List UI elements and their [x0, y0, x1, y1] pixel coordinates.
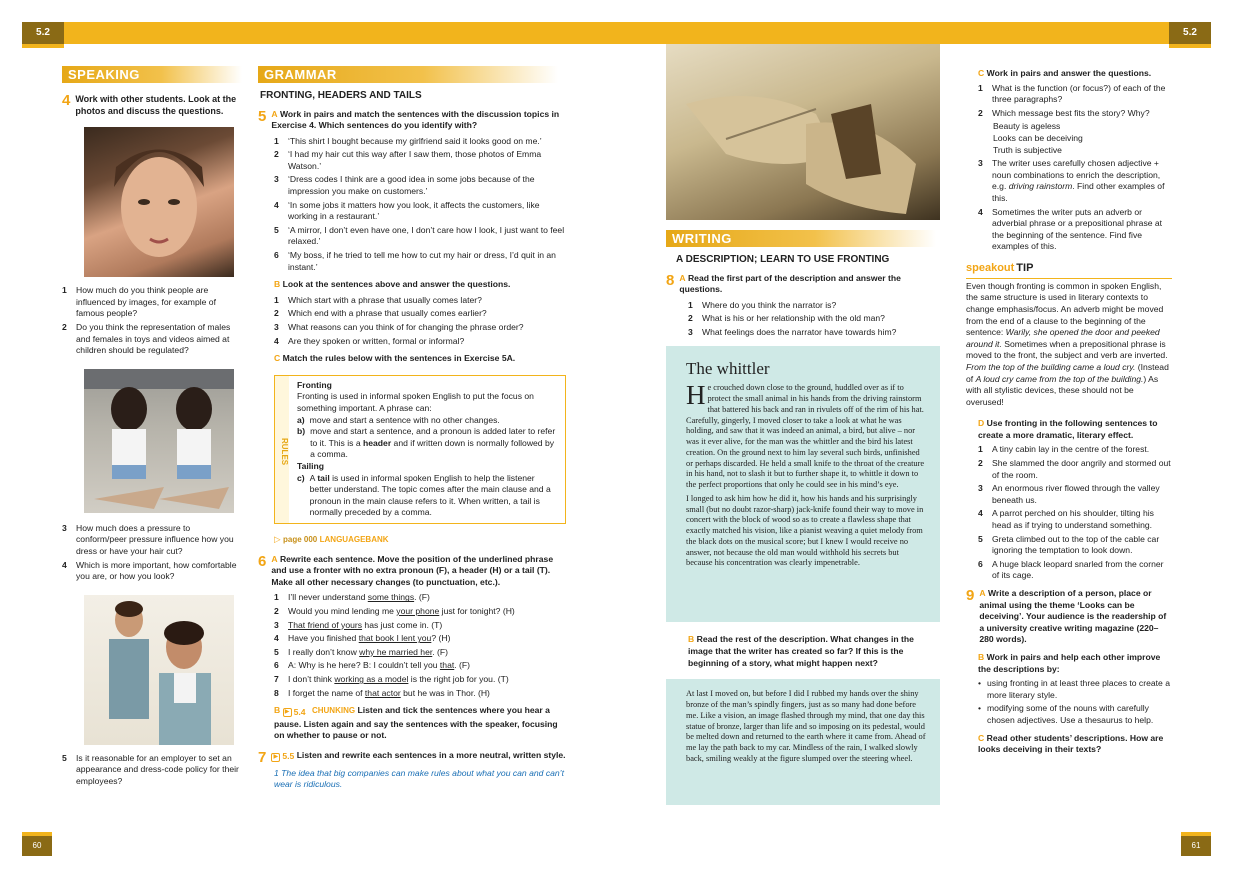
- exercise-5c: C Match the rules below with the sentences in Exercise 5A.: [274, 353, 516, 364]
- speaking-questions-a: [62, 285, 242, 357]
- speaking-header: SPEAKING: [62, 66, 242, 83]
- exercise-5b: B Look at the sentences above and answer the questions.: [274, 279, 511, 290]
- rule-c: c) A tail is used in informal spoken English to help the listener better understand. The topic comes after the main clause and a pronoun in the main clause refers to it. When written, a tail is normally preceded by a comma.: [297, 472, 551, 518]
- tips-column: [966, 68, 1172, 756]
- photo-waiters: [84, 595, 234, 745]
- exercise-9b-list: [978, 678, 1172, 726]
- story-continuation-box: [666, 679, 940, 805]
- list-item: 3 That friend of yours has just come in. (T): [274, 619, 443, 630]
- list-item: 8 I forget the name of that actor but he was in Thor. (H): [274, 687, 490, 698]
- portrait-illustration: [84, 127, 234, 277]
- story-paragraph-3: At last I moved on, but before I did I rubbed my hands over the shiny bronze of the man’s spindly fingers, just as so many had done before me. Like a vision, an image flashed through my mind, that one day this statue of bronze, larger than life and so imposing on its pedestal, would be melted down and returned to the earth where it came from. Ahead of me lay the path back to my car. Mindless of the rain, I walked slowly back, smiling weakly at the figure slumped over the steering wheel.: [686, 689, 926, 763]
- tip-text: Even though fronting is common in spoken English, the same structure is used in literary contexts to change emphasis/focus. An adverb might be moved from the end of a clause to the beginning of the sentence: Warily, she opened the door and peeked around it. Sometimes when a prepositional phrase is moved to the front, the subject and verb are inverted. From the top of the building came a loud cry. (Instead of A loud cry came from the top of the building.) As with all stylistic devices, these should not be overused!: [966, 278, 1172, 409]
- grammar-subtitle: FRONTING, HEADERS AND TAILS: [260, 90, 422, 101]
- exercise-letter: A: [271, 108, 278, 119]
- list-item: 4 Sometimes the writer puts an adverb or adverbial phrase or a prepositional phrase at the beginning of the sentence. Find five examples of this.: [978, 206, 1163, 252]
- list-item: 6 A: Why is he here? B: I couldn’t tell you that. (F): [274, 660, 470, 671]
- exercise-8c-list: [978, 83, 1172, 120]
- top-banner: [22, 22, 1211, 44]
- list-item: 2 What is his or her relationship with the old man?: [688, 313, 885, 324]
- list-item: 2 Which message best fits the story? Why?: [978, 107, 1150, 118]
- list-item: 2 Which end with a phrase that usually comes earlier?: [274, 308, 487, 319]
- audio-track-5-5[interactable]: ▶ 5.5: [271, 751, 294, 763]
- exercise-5a-list: [274, 136, 568, 274]
- option-item: Truth is subjective: [993, 144, 1062, 155]
- list-item: 5 ‘A mirror, I don’t even have one, I don’t care how I look, I just want to feel relaxed.’: [274, 224, 565, 247]
- exercise-8c-list-2: [978, 158, 1172, 253]
- exercise-8c-options: [993, 121, 1172, 156]
- writing-header: WRITING: [666, 230, 936, 247]
- list-item: 5 Greta climbed out to the top of the cable car ignoring the temptation to look down.: [978, 533, 1160, 556]
- list-item: 5 Is it reasonable for an employer to set an appearance and dress-code policy for their employees?: [62, 752, 239, 786]
- photo-two-girls: [84, 369, 234, 513]
- hands-illustration: [666, 44, 940, 220]
- play-icon: ▶: [283, 708, 292, 717]
- speaking-column: [62, 66, 242, 790]
- exercise-instruction: Work in pairs and match the sentences with the discussion topics in Exercise 4. Which sentences do you identify with?: [271, 108, 560, 131]
- exercise-9b: B Work in pairs and help each other improve the descriptions by:: [978, 651, 1161, 674]
- unit-badge-right: 5.2: [1169, 22, 1211, 44]
- exercise-9c: C Read other students’ descriptions. How are looks deceiving in their texts?: [978, 732, 1164, 755]
- exercise-8d-list: [978, 444, 1172, 582]
- list-item: 6 A huge black leopard snarled from the corner of its cage.: [978, 558, 1164, 581]
- list-item: 1 ‘This shirt I bought because my girlfriend said it looks good on me.’: [274, 135, 542, 146]
- exercise-5a: [258, 109, 568, 132]
- list-item: 3 The writer uses carefully chosen adjective + noun combinations to enrich the description, e.g. driving rainstorm. Find other examples of this.: [978, 158, 1165, 203]
- exercise-7: 7 ▶ 5.5 Listen and rewrite each sentences in a more neutral, written style.: [258, 748, 566, 766]
- exercise-4: [62, 93, 242, 117]
- language-bank-link[interactable]: ▷ page 000 LANGUAGEBANK: [274, 533, 389, 544]
- audio-track-5-4[interactable]: ▶ 5.4: [283, 707, 306, 719]
- page-number-left: 60: [22, 836, 52, 856]
- list-item: 2 Would you mind lending me your phone just for tonight? (H): [274, 606, 515, 617]
- list-item: 4 Are they spoken or written, formal or informal?: [274, 335, 465, 346]
- option-item: Beauty is ageless: [993, 121, 1061, 132]
- list-item: 1 How much do you think people are influenced by images, for example of famous people?: [62, 285, 216, 319]
- list-item: 4 Have you finished that book I lent you? (H): [274, 633, 451, 644]
- rule-b: b) move and start a sentence, and a pronoun is added later to refer to it. This is a header and if written down is normally followed by a comma.: [297, 426, 556, 460]
- list-item: 1 A tiny cabin lay in the centre of the forest.: [978, 444, 1150, 455]
- unit-badge-left: 5.2: [22, 22, 64, 44]
- rules-fronting-text: Fronting is used in informal spoken English to put the focus on something important. A phrase can:: [297, 391, 534, 413]
- writing-column: [666, 44, 940, 805]
- story-paragraph-1: He crouched down close to the ground, huddled over as if to protect the small animal in his hands from the driving rainstorm that battered his back and ran in rivulets off of the rim of his hat. Carefully, gingerly, I moved closer to take a look at what he was holding, and saw that it was indeed an animal, a bird, but alive – nor was it ever alive, for the man was the whittler and the bird his latest creation. On the ground next to him lay several such birds, unfinished or perhaps discarded. He held a small knife to the throat of the creature in his hand, not to slash it but to further shape it, to whittle it down to the perfect proportions that only he could see in his mind’s eye.: [686, 380, 925, 490]
- exercise-8a: 8 A Read the first part of the description and answer the questions.: [666, 271, 901, 295]
- bullet-item: • modifying some of the nouns with carefully chosen adjectives. Use a thesaurus to help.: [978, 703, 1154, 725]
- option-item: Looks can be deceiving: [993, 132, 1083, 143]
- list-item: 1 I’ll never understand some things. (F): [274, 592, 430, 603]
- list-item: 4 A parrot perched on his shoulder, tilting his head as if trying to understand something.: [978, 508, 1154, 531]
- exercise-6b: B ▶ 5.4 CHUNKING Listen and tick the sentences where you hear a pause. Listen again and say the sentences with the speaker, focusing on whether to pause or not.: [274, 705, 558, 741]
- photo-portrait-woman: [84, 127, 234, 277]
- grammar-column: [258, 66, 568, 791]
- exercise-number: 7: [258, 748, 267, 766]
- exercise-6-list: [274, 592, 568, 699]
- exercise-7-example: 1 The idea that big companies can make rules about what you can and can’t wear is ridiculous.: [274, 767, 564, 790]
- exercise-8d: D Use fronting in the following sentences to create a more dramatic, literary effect.: [978, 418, 1158, 440]
- rules-label: RULES: [275, 376, 289, 523]
- list-item: 3 What reasons can you think of for changing the phrase order?: [274, 322, 524, 332]
- page-number-right: 61: [1181, 836, 1211, 856]
- rules-tailing-heading: Tailing: [297, 460, 325, 471]
- story-box: [666, 346, 940, 622]
- rules-fronting-heading: Fronting: [297, 379, 332, 390]
- grammar-header: GRAMMAR: [258, 66, 558, 83]
- list-item: 4 ‘In some jobs it matters how you look, it affects the customers, like working in a restaurant.’: [274, 199, 540, 222]
- list-item: 2 She slammed the door angrily and stormed out of the room.: [978, 458, 1171, 480]
- list-item: 3 How much does a pressure to conform/peer pressure influence how you dress or have your hair cut?: [62, 522, 234, 557]
- list-item: 3 What feelings does the narrator have towards him?: [688, 326, 897, 337]
- exercise-6a: 6 A Rewrite each sentence. Move the position of the underlined phrase and use a fronter with no extra pronoun (F), a header (H) or a tail (T). Make all other necessary changes (to punctuation, etc.).: [258, 552, 554, 587]
- exercise-8b: B Read the rest of the description. What changes in the image that the writer has created so far? If this is the beginning of a story, what might happen next?: [688, 634, 914, 668]
- story-paragraph-2: I longed to ask him how he did it, how his hands and his surprisingly small (but no doubt razor-sharp) jack-knife found their way to move in concert with the block of wood so as to create a flawless shape that exactly matched his vision, like a pianist weaving a quiet melody from the black dots on the musical score; but I knew I would receive no answer, not because the old man would withhold his secrets but because his concentration was clearly impenetrable.: [686, 493, 924, 568]
- exercise-number: 9: [966, 587, 975, 604]
- photo-whittler-hands: [666, 44, 940, 220]
- exercise-instruction: Work with other students. Look at the photos and discuss the questions.: [75, 94, 237, 117]
- list-item: 2 Do you think the representation of males and females in toys and videos aimed at children should be regulated?: [62, 322, 231, 356]
- exercise-9a: 9 A Write a description of a person, place or animal using the theme ‘Looks can be deceiving’. Your audience is the readership of a university creative writing magazine (220–280 words).: [966, 587, 1167, 645]
- exercise-number: 8: [666, 271, 675, 289]
- exercise-number: 6: [258, 552, 267, 570]
- exercise-5b-list: [274, 295, 568, 347]
- speaking-questions-b: [62, 523, 242, 583]
- play-icon: ▶: [271, 753, 280, 762]
- bullet-item: • using fronting in at least three places to create a more literary style.: [978, 678, 1170, 700]
- exercise-8a-list: [688, 300, 940, 339]
- list-item: 1 What is the function (or focus?) of each of the three paragraphs?: [978, 82, 1166, 105]
- exercise-8c: C Work in pairs and answer the questions.: [978, 68, 1152, 78]
- story-title: The whittler: [686, 359, 770, 379]
- list-item: 6 ‘My boss, if he tried to tell me how to cut my hair or dress, I’d quit in an instant.’: [274, 250, 556, 272]
- list-item: 3 An enormous river flowed through the valley beneath us.: [978, 483, 1160, 505]
- list-item: 1 Which start with a phrase that usually comes later?: [274, 294, 482, 305]
- list-item: 4 Which is more important, how comfortable you are, or how you look?: [62, 559, 237, 582]
- list-item: 7 I don’t think working as a model is the right job for you. (T): [274, 674, 509, 685]
- arrow-right-icon: ▷: [274, 533, 281, 544]
- rules-box: [274, 375, 566, 524]
- speaking-questions-c: [62, 753, 242, 788]
- rule-a: a) move and start a sentence with no other changes.: [297, 414, 500, 425]
- speakout-tip-heading: speakout TIP: [966, 261, 1034, 274]
- exercise-number: 4: [62, 92, 71, 109]
- list-item: 5 I really don’t know why he married her. (F): [274, 646, 449, 657]
- exercise-number: 5: [258, 107, 267, 125]
- girls-illustration: [84, 369, 234, 513]
- speakout-logo: speakout: [966, 261, 1015, 274]
- list-item: 1 Where do you think the narrator is?: [688, 299, 837, 310]
- list-item: 3 ‘Dress codes I think are a good idea in some jobs because of the impression you make on customers.’: [274, 174, 535, 197]
- waiters-illustration: [84, 595, 234, 745]
- list-item: 2 ‘I had my hair cut this way after I saw them, those photos of Emma Watson.’: [274, 149, 542, 171]
- writing-subtitle: A DESCRIPTION; LEARN TO USE FRONTING: [676, 254, 890, 265]
